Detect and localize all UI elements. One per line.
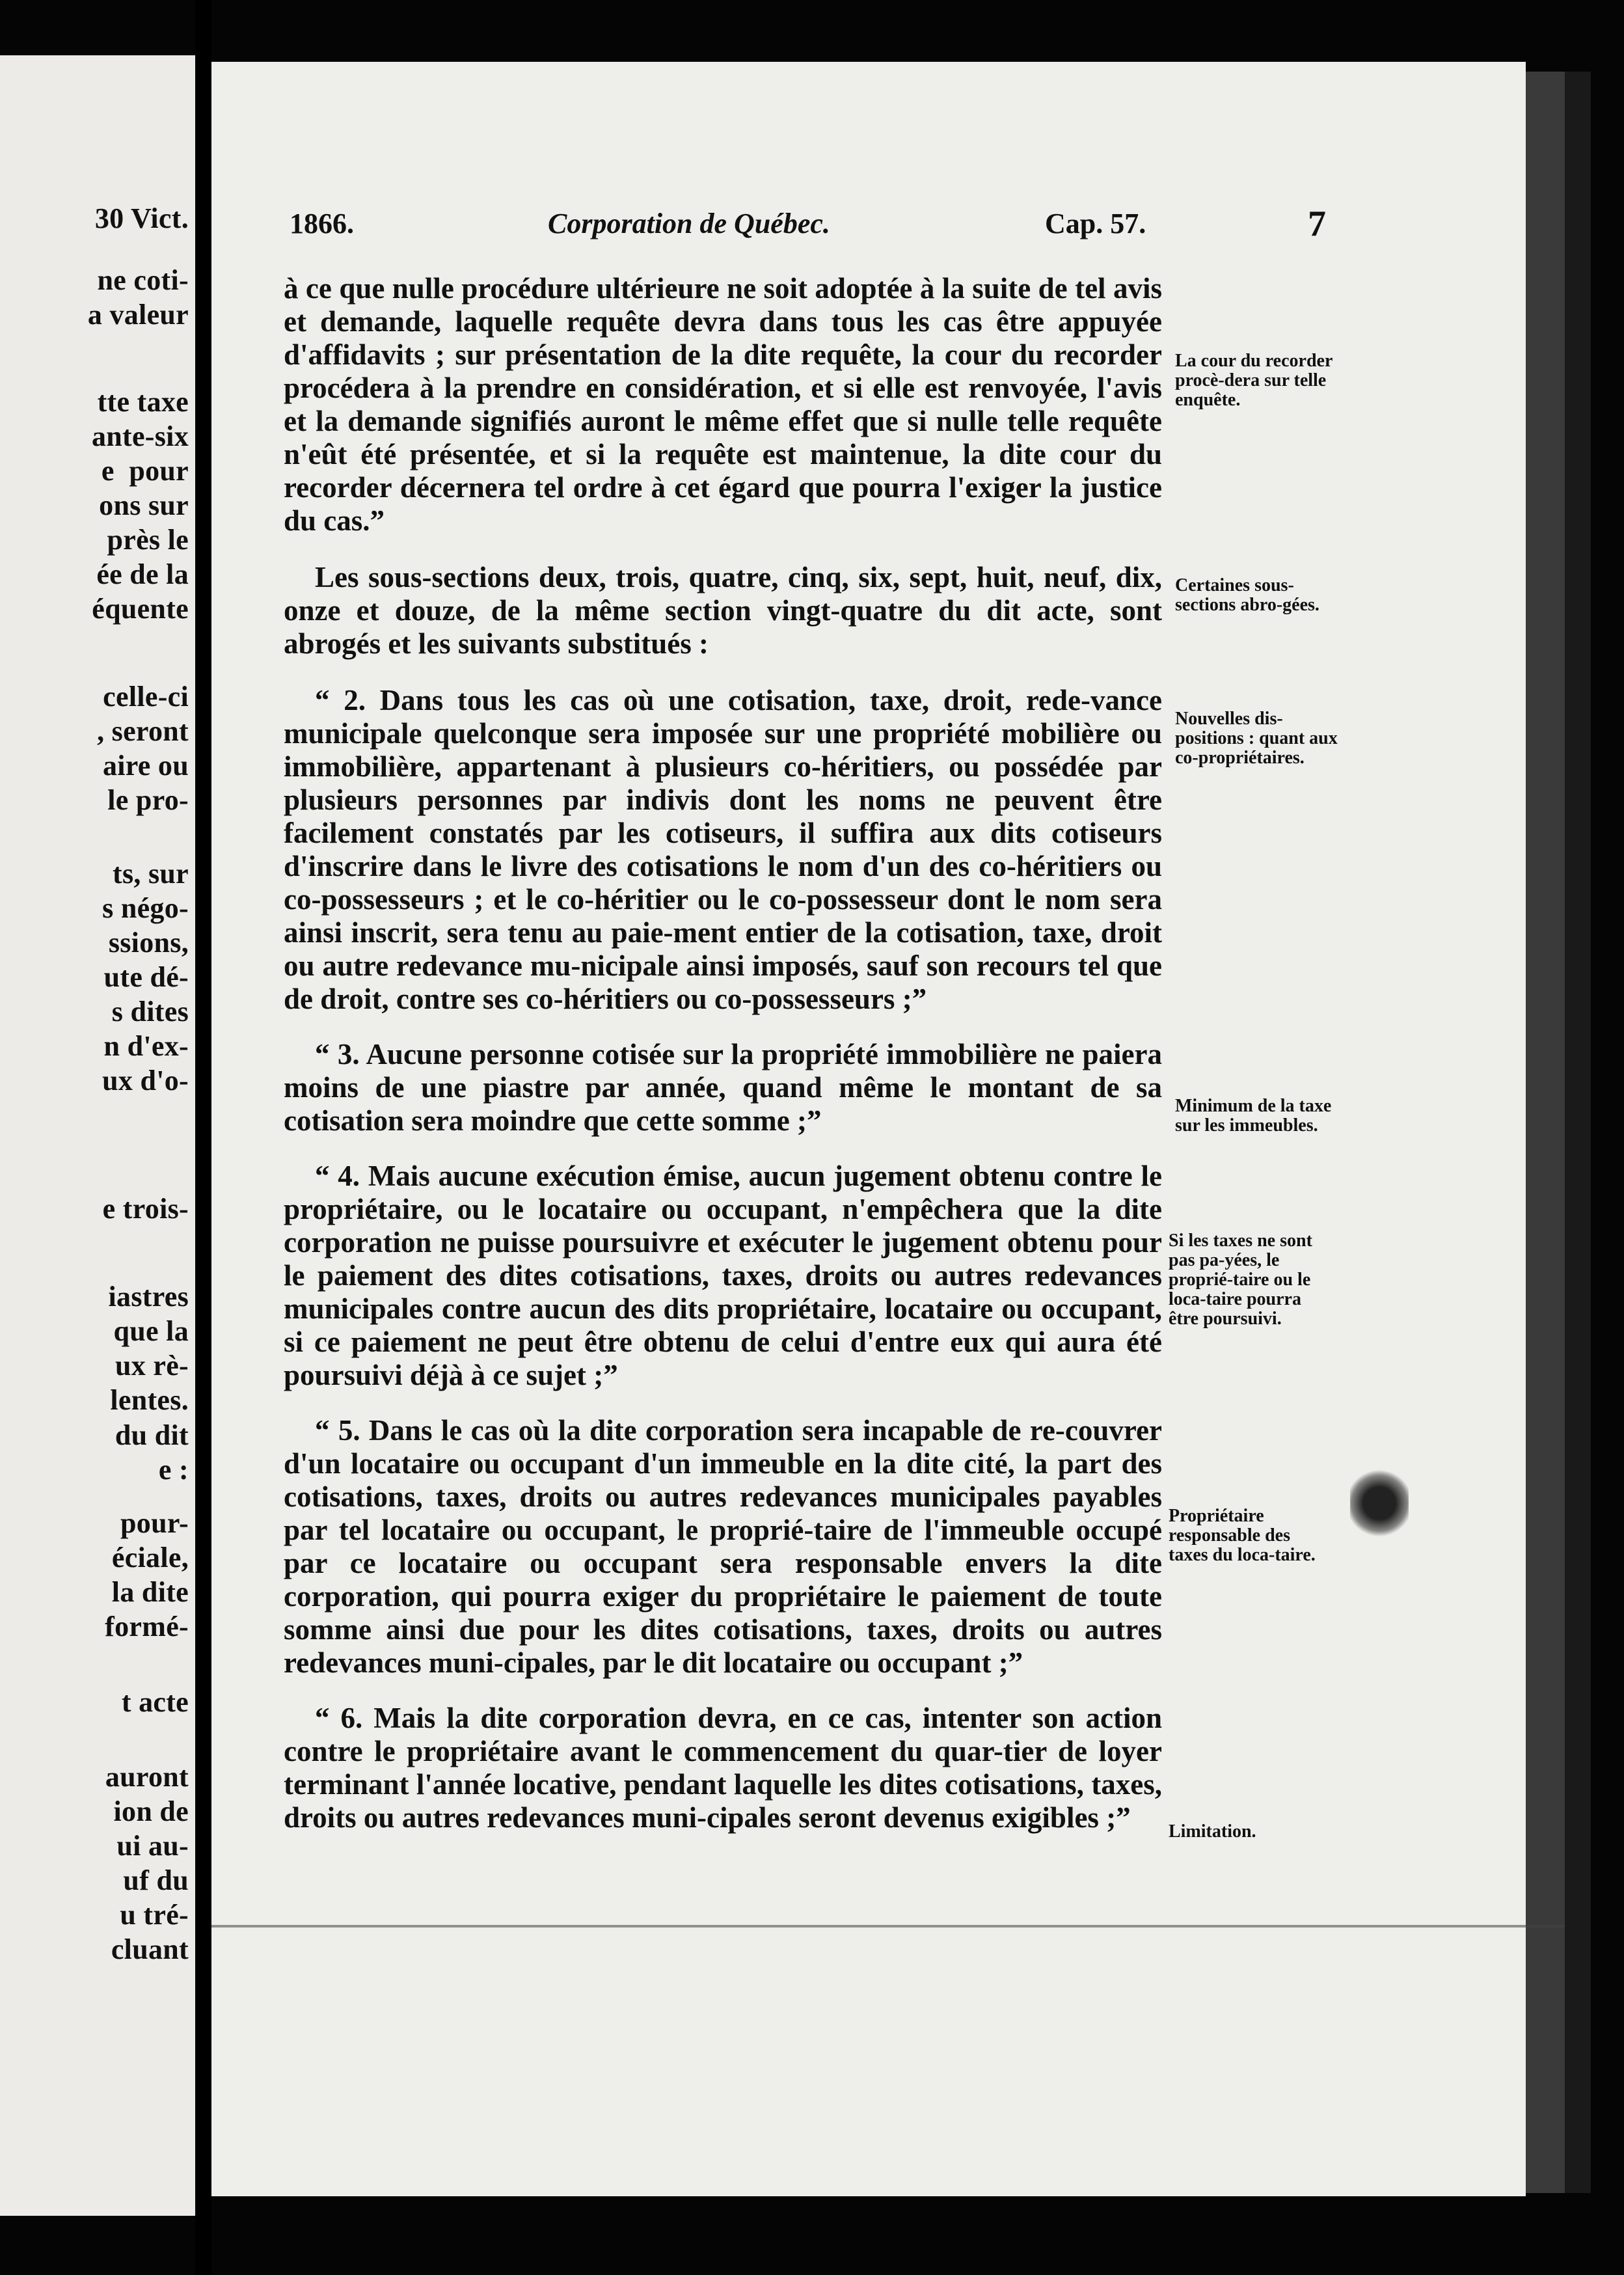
- body-text: [284, 272, 1162, 1834]
- margin-note-proprietaire: Propriétaire responsable des taxes du loca-taire.: [1169, 1506, 1316, 1565]
- margin-note-abrogees: Certaines sous-sections abro-gées.: [1175, 575, 1320, 615]
- margin-note-recorder: La cour du recorder procè-dera sur telle enquête.: [1175, 351, 1333, 410]
- left-page-line: u tré-: [120, 1899, 189, 1931]
- paragraph-subsection-4: “ 4. Mais aucune exécution émise, aucun jugement obtenu contre le propriétaire, ou le locataire ou occupant, n'empêchera que la dite corporation ne puisse poursuivre et exécuter le jugement obtenu pour le paiement des dites cotisations, taxes, droits ou autres redevances municipales contre aucun des dits propriétaire, locataire ou occupant, si ce paiement ne peut être obtenu de celui d'entre eux qui aura été poursuivi déjà à ce sujet ;”: [284, 1160, 1162, 1391]
- left-page-line: le pro-: [107, 784, 189, 816]
- left-page-line: formé-: [105, 1611, 189, 1642]
- margin-note-poursuivi: Si les taxes ne sont pas pa-yées, le proprié-taire ou le loca-taire pourra être poursuivi.: [1169, 1231, 1312, 1329]
- left-page-line: lentes.: [110, 1384, 189, 1416]
- left-page-line: du dit: [115, 1419, 189, 1451]
- left-page-line: près le: [107, 524, 189, 556]
- left-page-line: ne coti-: [97, 264, 189, 296]
- left-page-line: ion de: [113, 1795, 189, 1827]
- left-page-line: ante-six: [91, 420, 189, 452]
- left-page-line: ute dé-: [103, 961, 189, 993]
- header-year: 1866.: [290, 208, 354, 239]
- margin-note-limitation: Limitation.: [1169, 1821, 1256, 1842]
- left-page-line: a valeur: [87, 299, 189, 331]
- page-number: 7: [1308, 204, 1326, 244]
- left-page-line: équente: [92, 593, 189, 625]
- left-page-line: ssions,: [108, 927, 189, 959]
- left-page-line: cluant: [111, 1933, 189, 1965]
- left-page-fragment: [0, 55, 195, 2216]
- scan-artifact-line: [211, 1925, 1565, 1928]
- left-page-line: 30 Vict.: [94, 202, 189, 234]
- left-page-line: que la: [113, 1315, 189, 1347]
- left-page-line: celle-ci: [103, 681, 189, 713]
- left-page-line: , seront: [97, 715, 189, 747]
- left-page-line: e pour: [101, 455, 189, 487]
- paragraph-subsection-3: “ 3. Aucune personne cotisée sur la propriété immobilière ne paiera moins de une piastre par année, quand même le montant de sa cotisation sera moindre que cette somme ;”: [284, 1038, 1162, 1137]
- paragraph-subsection-5: “ 5. Dans le cas où la dite corporation sera incapable de re-couvrer d'un locataire ou occupant d'un immeuble en la dite cité, la part des cotisations, taxes, droits ou autres redevances municipales payables par tel locataire ou occupant, le proprié-taire de l'immeuble occupé par ce locataire ou occupant sera responsable envers la dite corporation, qui pourra exiger du propriétaire le paiement de toute somme ainsi due pour les dites cotisations, taxes, droits ou autres redevances muni-cipales, par le dit locataire ou occupant ;”: [284, 1414, 1162, 1679]
- left-page-line: tte taxe: [97, 386, 189, 418]
- left-page-line: aire ou: [102, 750, 189, 782]
- paragraph-continuation: à ce que nulle procédure ultérieure ne soit adoptée à la suite de tel avis et demande, laquelle requête devra dans tous les cas être appuyée d'affidavits ; sur présentation de la dite requête, la cour du recorder procédera à la prendre en considération, et si elle est renvoyée, l'avis et la demande signifiés auront le même effet que si nulle telle requête n'eût été présentée, et si la requête est maintenue, la dite cour du recorder décernera tel ordre à cet égard que pourra l'exiger la justice du cas.”: [284, 272, 1162, 537]
- ink-blot: [1350, 1467, 1409, 1539]
- margin-note-minimum: Minimum de la taxe sur les immeubles.: [1175, 1096, 1332, 1136]
- left-page-line: e trois-: [102, 1193, 189, 1225]
- left-page-line: uf du: [123, 1864, 189, 1896]
- left-page-line: ux rè-: [115, 1350, 189, 1382]
- paragraph-subsection-6: “ 6. Mais la dite corporation devra, en ce cas, intenter son action contre le propriétaire avant le commencement du quar-tier de loyer terminant l'année locative, pendant laquelle les dites cotisations, taxes, droits ou autres redevances muni-cipales seront devenus exigibles ;”: [284, 1702, 1162, 1834]
- left-page-line: auront: [105, 1761, 189, 1793]
- book-spine: [195, 0, 211, 2275]
- left-page-line: iastres: [108, 1281, 189, 1313]
- left-page-line: ui au-: [116, 1830, 189, 1862]
- left-page-line: t acte: [121, 1686, 189, 1718]
- left-page-line: ons sur: [99, 489, 189, 521]
- header-title: Corporation de Québec.: [548, 208, 830, 239]
- left-page-line: e :: [158, 1454, 189, 1486]
- page-edge-shadow: [1565, 72, 1591, 2193]
- left-page-line: ux d'o-: [102, 1065, 189, 1097]
- left-page-line: éciale,: [111, 1542, 189, 1573]
- left-page-line: ts, sur: [113, 858, 189, 890]
- header-chapter: Cap. 57.: [1045, 208, 1146, 239]
- left-page-line: n d'ex-: [103, 1030, 189, 1062]
- left-page-line: s dites: [111, 996, 189, 1028]
- left-page-line: s négo-: [102, 892, 189, 924]
- margin-note-coproprietaires: Nouvelles dis-positions : quant aux co-propriétaires.: [1175, 709, 1338, 768]
- left-page-line: pour-: [120, 1507, 189, 1539]
- paragraph-subsection-2: “ 2. Dans tous les cas où une cotisation, taxe, droit, rede-vance municipale quelconque sera imposée sur une propriété mobilière ou immobilière, appartenant à plusieurs co-héritiers, ou possédée par plusieurs personnes par indivis dont les noms ne peuvent être facilement constatés par les cotiseurs, il suffira aux dits cotiseurs d'inscrire dans le livre des cotisations le nom d'un des co-héritiers ou co-possesseurs ; et le co-héritier ou le co-possesseur dont le nom sera ainsi inscrit, sera tenu au paie-ment entier de la cotisation, taxe, droit ou autre redevance mu-nicipale ainsi imposés, sauf son recours tel que de droit, contre ses co-héritiers ou co-possesseurs ;”: [284, 684, 1162, 1015]
- left-page-line: ée de la: [96, 558, 189, 590]
- left-page-line: la dite: [111, 1576, 189, 1608]
- paragraph-abrogation: Les sous-sections deux, trois, quatre, cinq, six, sept, huit, neuf, dix, onze et douze, de la même section vingt-quatre du dit acte, sont abrogés et les suivants substitués :: [284, 561, 1162, 660]
- page-edge: [1526, 72, 1565, 2193]
